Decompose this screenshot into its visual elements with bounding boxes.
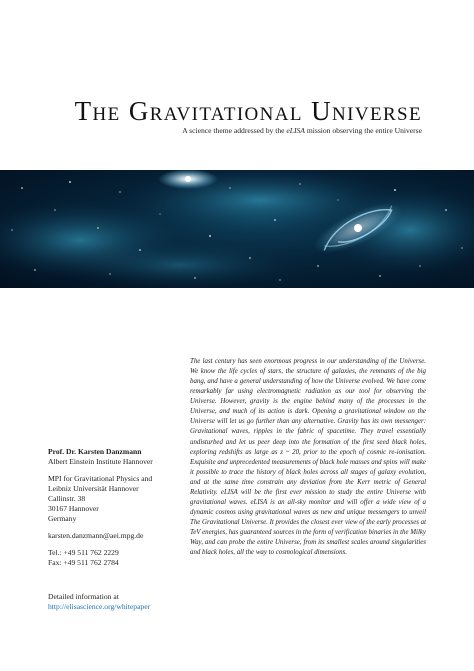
space-banner-image bbox=[0, 170, 474, 288]
page-title: The Gravitational Universe bbox=[74, 96, 422, 126]
contact-street: Callinstr. 38 bbox=[48, 494, 86, 503]
page-subtitle bbox=[0, 126, 422, 136]
contact-fax: Fax: +49 511 762 2784 bbox=[48, 558, 119, 567]
whitepaper-link[interactable]: http://elisascience.org/whitepaper bbox=[48, 602, 151, 611]
intro-paragraph: The last century has seen enormous progress in our understanding of the Universe. We know the life cycles of stars, the structure of galaxies, the remnants of the big bang, and have a general understanding of how the Universe evolved. We have come remarkably far using electromagnetic radiation as our tool for observing the Universe. However, gravity is the engine behind many of the processes in the Universe, and much of its action is dark. Opening a gravitational window on the Universe will let us go further than any alternative. Gravity has its own messenger: Gravitational waves, ripples in the fabric of spacetime. They travel essentially undisturbed and let us peer deep into the formation of the first seed black holes, exploring redshifts as large as z ~ 20, prior to the epoch of cosmic re-ionisation. Exquisite and unprecedented measurements of black hole masses and spins will make it possible to trace the history of black holes across all stages of galaxy evolution, and at the same time constrain any deviation from the Kerr metric of General Relativity. eLISA will be the first ever mission to study the entire Universe with gravitational waves. eLISA is an all-sky monitor and will offer a wide view of a dynamic cosmos using gravitational waves as new and unique messengers to unveil The Gravitational Universe. It provides the closest ever view of the early processes at TeV energies, has guaranteed sources in the form of verification binaries in the Milky Way, and can probe the entire Universe, from its smallest scales around singularities and black holes, all the way to cosmological dimensions. bbox=[190, 358, 427, 557]
contact-email: karsten.danzmann@aei.mpg.de bbox=[48, 531, 144, 540]
info-label: Detailed information at bbox=[48, 592, 119, 601]
contact-org-line1: MPI for Gravitational Physics and bbox=[48, 474, 153, 483]
contact-city: 30167 Hannover bbox=[48, 504, 99, 513]
contact-block bbox=[48, 447, 176, 612]
contact-org-line2: Leibniz Universität Hannover bbox=[48, 484, 139, 493]
subtitle-prefix: A science theme addressed by the bbox=[182, 126, 287, 135]
galaxy-illustration bbox=[0, 170, 474, 288]
subtitle-suffix: mission observing the entire Universe bbox=[304, 126, 422, 135]
contact-tel: Tel.: +49 511 762 2229 bbox=[48, 548, 119, 557]
subtitle-mission: eLISA bbox=[286, 126, 305, 135]
contact-name: Prof. Dr. Karsten Danzmann bbox=[48, 447, 142, 456]
contact-institute: Albert Einstein Institute Hannover bbox=[48, 457, 153, 466]
contact-country: Germany bbox=[48, 514, 77, 523]
